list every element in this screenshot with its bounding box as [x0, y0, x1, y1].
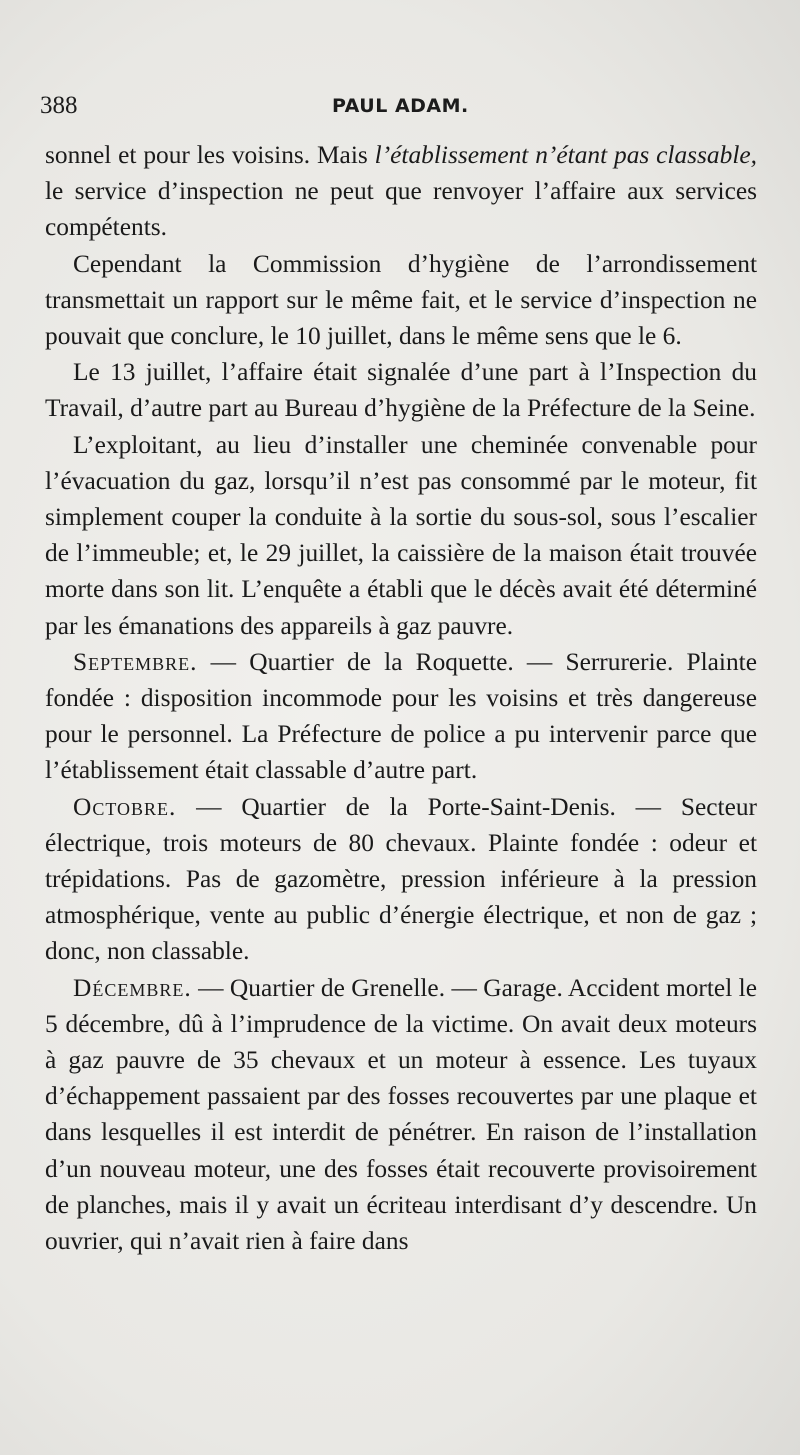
entry-december	[45, 970, 757, 1260]
entry-october	[45, 789, 757, 970]
entry-text: — Quartier de Grenelle. — Garage. Accident mortel le 5 décembre, dû à l’imprudence de la victime. On avait deux moteurs à gaz pauvre de 35 chevaux et un moteur à essence. Les tuyaux d’échappement passaient par des fosses recouvertes par une plaque et dans lesquelles il est interdit de pénétrer. En raison de l’installation d’un nouveau moteur, une des fosses était recouverte provisoirement de planches, mais il y avait un écriteau interdisant d’y descendre. Un ouvrier, qui n’avait rien à faire dans	[45, 973, 757, 1256]
paragraph-continued	[45, 137, 757, 246]
italic-phrase: l’établissement n’étant pas classable,	[374, 141, 757, 169]
entry-text: — Quartier de la Porte-Saint-Denis. — Secteur électrique, trois moteurs de 80 chevaux. Plainte fondée : odeur et trépidations. Pas de gazomètre, pression inférieure à la pression atmosphérique, vente au public d’énergie électrique, et non de gaz ; donc, non classable.	[45, 792, 757, 966]
paragraph-text: le service d’inspection ne peut que renvoyer l’affaire aux services compétents.	[45, 177, 757, 242]
paragraph: Le 13 juillet, l’affaire était signalée d’une part à l’Inspection du Travail, d’autre part au Bureau d’hygiène de la Préfecture de la Seine.	[45, 358, 757, 423]
paragraph: Cependant la Commission d’hygiène de l’arrondissement transmettait un rapport sur le même fait, et le service d’inspection ne pouvait que conclure, le 10 juillet, dans le même sens que le 6.	[45, 249, 757, 351]
month-heading: Septembre.	[73, 647, 198, 676]
paragraph-text: sonnel et pour les voisins. Mais	[45, 141, 375, 169]
entry-text: — Quartier de la Roquette. — Serrurerie. Plainte fondée : disposition incommode pour les voisins et très dangereuse pour le personnel. La Préfecture de police a pu intervenir parce que l’établissement était classable d’autre part.	[45, 647, 757, 785]
page-number: 388	[40, 92, 78, 119]
month-heading: Décembre.	[73, 973, 192, 1002]
paragraph: L’exploitant, au lieu d’installer une cheminée convenable pour l’évacuation du gaz, lorsqu’il n’est pas consommé par le moteur, fit simplement couper la conduite à la sortie du sous-sol, sous l’escalier de l’immeuble; et, le 29 juillet, la caissière de la maison était trouvée morte dans son lit. L’enquête a établi que le décès avait été déterminé par les émanations des appareils à gaz pauvre.	[45, 430, 757, 640]
month-heading: Octobre.	[73, 792, 177, 821]
page-header	[40, 92, 740, 132]
entry-september	[45, 644, 757, 789]
body-text	[45, 137, 757, 1259]
running-head: PAUL ADAM.	[332, 95, 469, 117]
